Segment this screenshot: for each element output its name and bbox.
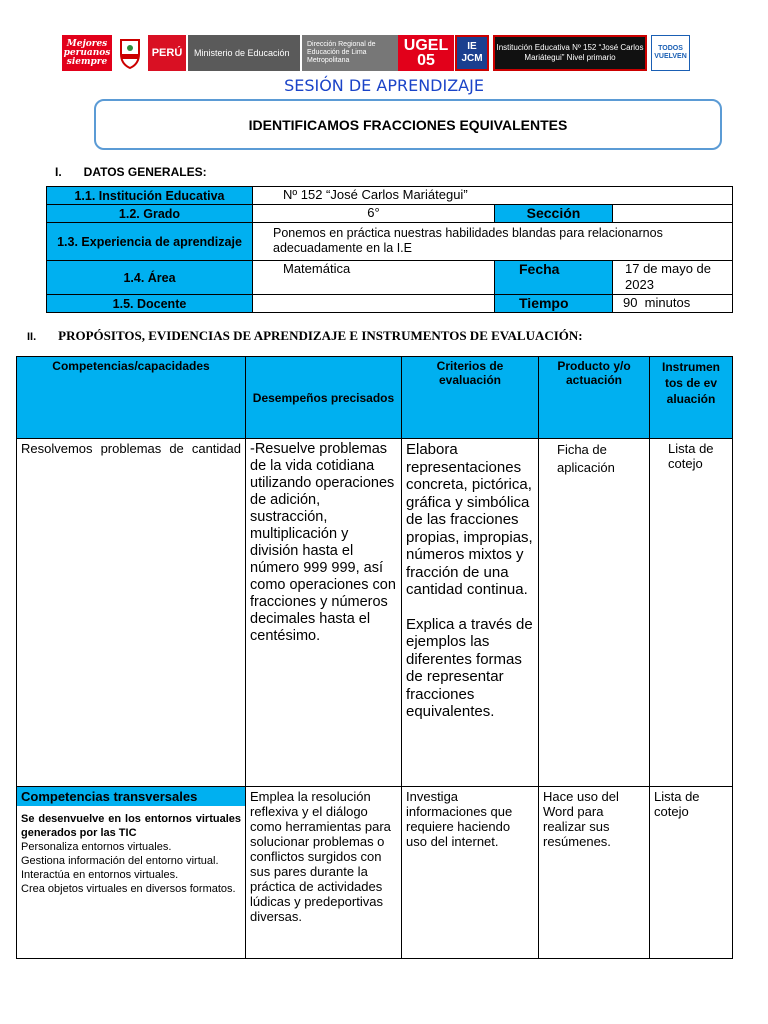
institucion-value: Nº 152 “José Carlos Mariátegui” bbox=[253, 187, 733, 205]
capacidad-item: Personaliza entornos virtuales. bbox=[21, 841, 172, 853]
col-producto: Producto y/o actuación bbox=[539, 357, 650, 439]
criterio-cell: Investiga informaciones que requiere haciendo uso del internet. bbox=[402, 787, 539, 959]
mejores-peruanos-logo bbox=[62, 35, 112, 71]
propositos-heading bbox=[27, 328, 583, 344]
criterio-1: Elabora representaciones concreta, pictórica, gráfica y simbólica de las fracciones propias, impropias, números mixtos y fracción de una cantidad continua. bbox=[406, 441, 533, 598]
direccion-regional-text: Dirección Regional de Educación de Lima Metropolitana bbox=[307, 41, 376, 64]
col-desempenos: Desempeños precisados bbox=[246, 357, 402, 439]
institucion-text: Institución Educativa Nº 152 “José Carlos Mariátegui” Nivel primario bbox=[496, 43, 644, 62]
main-title-text: IDENTIFICAMOS FRACCIONES EQUIVALENTES bbox=[248, 116, 568, 133]
ie-text: IE JCM bbox=[461, 41, 483, 64]
capacidad-item: Interactúa en entornos virtuales. bbox=[21, 869, 179, 881]
section-number: II. bbox=[27, 331, 37, 343]
header-logo-bar bbox=[62, 35, 690, 71]
mejores-peruanos-text: Mejores peruanos siempre bbox=[63, 38, 111, 67]
fecha-label: Fecha bbox=[495, 261, 613, 295]
table-row bbox=[47, 295, 733, 313]
institucion-label: 1.1. Institución Educativa bbox=[47, 187, 253, 205]
tiempo-value: 90 minutos bbox=[613, 295, 733, 313]
table-row bbox=[17, 787, 733, 959]
experiencia-label: 1.3. Experiencia de aprendizaje bbox=[47, 223, 253, 261]
table-row bbox=[17, 439, 733, 787]
col-competencias: Competencias/capacidades bbox=[17, 357, 246, 439]
tiempo-label: Tiempo bbox=[495, 295, 613, 313]
docente-value bbox=[253, 295, 495, 313]
docente-label: 1.5. Docente bbox=[47, 295, 253, 313]
desempeno-cell: -Resuelve problemas de la vida cotidiana utilizando operaciones de adición, sustracción, multiplicación y división hasta el número 999 999, así como operaciones con fracciones y números decimales hasta el centésimo. bbox=[246, 439, 402, 787]
producto-cell: Hace uso del Word para realizar sus resúmenes. bbox=[539, 787, 650, 959]
transversal-sub: Se desenvuelve en los entornos virtuales generados por las TIC bbox=[21, 813, 241, 839]
ugel-text: UGEL 05 bbox=[403, 37, 449, 69]
ministerio-text: Ministerio de Educación bbox=[194, 48, 290, 58]
session-title: SESIÓN DE APRENDIZAJE bbox=[284, 76, 484, 95]
datos-generales-table bbox=[46, 186, 733, 313]
propositos-table bbox=[16, 356, 733, 959]
grado-value: 6° bbox=[253, 205, 495, 223]
capacidad-item: Crea objetos virtuales en diversos formatos. bbox=[21, 883, 236, 895]
main-title bbox=[94, 99, 722, 150]
peru-logo bbox=[148, 35, 186, 71]
table-row bbox=[47, 187, 733, 205]
ie-logo bbox=[455, 35, 489, 71]
section-number: I. bbox=[55, 165, 62, 179]
instrumento-cell: Lista de cotejo bbox=[650, 787, 733, 959]
experiencia-value: Ponemos en práctica nuestras habilidades blandas para relacionarnos adecuadamente en la I.E bbox=[253, 223, 733, 261]
table-row bbox=[47, 205, 733, 223]
col-instrumentos: Instrumentos de evaluación bbox=[650, 357, 733, 439]
peru-text: PERÚ bbox=[151, 47, 183, 59]
desempeno-cell: Emplea la resolución reflexiva y el diálogo como herramientas para solucionar problemas o conflictos surgidos con sus pares durante la práctica de actividades lúdicas y predeportivas diversas. bbox=[246, 787, 402, 959]
col-criterios: Criterios de evaluación bbox=[402, 357, 539, 439]
todos-vuelven-text: TODOS VUELVEN bbox=[654, 45, 687, 60]
instrumento-cell: Lista de cotejo bbox=[650, 439, 733, 787]
criterio-2: Explica a través de ejemplos las diferentes formas de representar fracciones equivalentes. bbox=[406, 615, 533, 720]
ugel-logo bbox=[398, 35, 454, 71]
criterios-cell bbox=[402, 439, 539, 787]
section-title: DATOS GENERALES: bbox=[83, 165, 207, 179]
seccion-label: Sección bbox=[495, 205, 613, 223]
producto-cell: Ficha de aplicación bbox=[539, 439, 650, 787]
grado-label: 1.2. Grado bbox=[47, 205, 253, 223]
peru-coat-of-arms-icon bbox=[114, 35, 146, 71]
competencia-cell: Resolvemos problemas de cantidad bbox=[17, 439, 246, 787]
fecha-value: 17 de mayo de 2023 bbox=[613, 261, 733, 295]
datos-generales-heading bbox=[55, 165, 207, 179]
transversal-cell bbox=[17, 787, 246, 959]
section-title: PROPÓSITOS, EVIDENCIAS DE APRENDIZAJE E INSTRUMENTOS DE EVALUACIÓN: bbox=[58, 328, 583, 343]
ministerio-logo bbox=[188, 35, 300, 71]
transversal-title: Competencias transversales bbox=[17, 787, 245, 806]
table-row bbox=[47, 223, 733, 261]
todos-vuelven-logo bbox=[651, 35, 690, 71]
table-row bbox=[47, 261, 733, 295]
seccion-value bbox=[613, 205, 733, 223]
direccion-regional-logo bbox=[302, 35, 398, 71]
institucion-logo bbox=[493, 35, 647, 71]
area-label: 1.4. Área bbox=[47, 261, 253, 295]
capacidad-item: Gestiona información del entorno virtual. bbox=[21, 855, 219, 867]
area-value: Matemática bbox=[253, 261, 495, 295]
table-header-row bbox=[17, 357, 733, 439]
